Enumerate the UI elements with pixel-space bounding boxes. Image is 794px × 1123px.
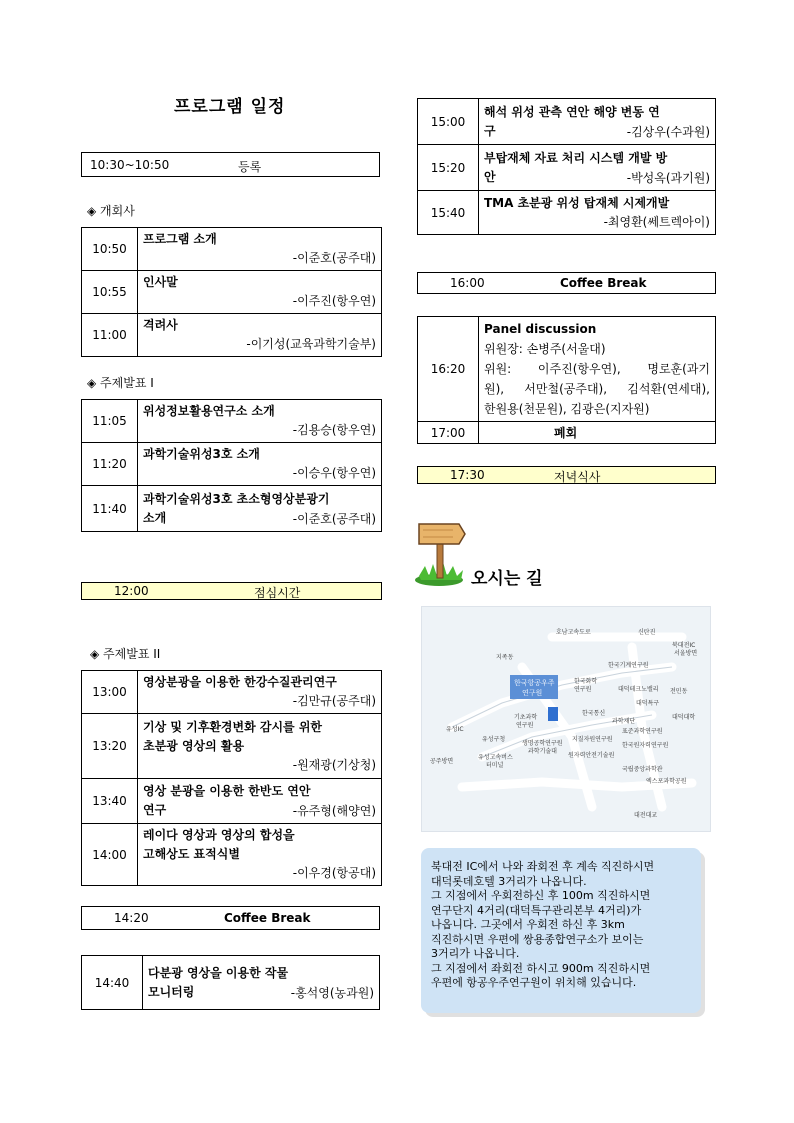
panel-table (417, 316, 716, 444)
row-title: 위성정보활용연구소 소개 (143, 404, 275, 418)
row-title-cont: 소개 (143, 510, 167, 525)
row-time: 10:55 (82, 271, 138, 314)
row-time: 13:40 (82, 779, 138, 824)
map-label: 서울방면 (674, 650, 698, 657)
row-title: TMA 초분광 위성 탑재체 시제개발 (484, 195, 670, 210)
row-content (138, 400, 382, 443)
panel-chair: 위원장: 손병주(서울대) (484, 342, 606, 356)
directions-line: 북대전 IC에서 나와 좌회전 후 계속 직진하시면 (431, 860, 655, 873)
row-title: 부탑재체 자료 처리 시스템 개발 방 (484, 150, 668, 165)
table-row (418, 422, 716, 444)
row-title: 격려사 (143, 318, 178, 332)
directions-line: 3거리가 나옵니다. (431, 947, 520, 960)
row-speaker: -홍석영(농과원) (290, 985, 374, 1000)
table-row (82, 824, 382, 886)
row-speaker: -최영환(쎄트렉아이) (603, 214, 710, 229)
lunch-row (81, 582, 382, 600)
coffee-time: 16:00 (450, 276, 485, 290)
map-label: 지족동 (496, 654, 514, 661)
row-title-cont: 안 (484, 169, 496, 184)
map-label: 기초과학 (514, 714, 538, 721)
row-speaker: -김만규(공주대) (292, 694, 376, 708)
row-speaker: -이승우(항우연) (292, 466, 376, 480)
panel-title: Panel discussion (484, 322, 597, 336)
map-label: 과학재단 (612, 718, 636, 725)
directions-line: 연구단지 4거리(대덕특구관리본부 4거리)가 (431, 903, 642, 917)
row-title: 영상분광을 이용한 한강수질관리연구 (143, 675, 337, 689)
session1-table (81, 399, 382, 532)
closing-label: 폐회 (479, 422, 716, 444)
location-map (421, 606, 711, 832)
map-label: 연구원 (574, 686, 592, 693)
row-time: 15:20 (418, 145, 479, 191)
row-title-cont: 고해상도 표적식별 (143, 847, 240, 861)
row-content (138, 271, 382, 314)
directions-line: 그 지점에서 우회전하신 후 100m 직진하시면 (431, 889, 651, 902)
row-time: 13:20 (82, 714, 138, 779)
row-content (479, 191, 716, 235)
row-content (479, 317, 716, 422)
dinner-time: 17:30 (450, 468, 485, 482)
row-title: 다분광 영상을 이용한 작물 (148, 965, 289, 980)
table-row (82, 443, 382, 486)
map-label: 유성구청 (482, 736, 506, 743)
row-speaker: -이우경(항공대) (292, 866, 376, 880)
row-title: 해석 위성 관측 연안 해양 변동 연 (484, 104, 660, 119)
map-label: 생명공학연구원 (522, 740, 563, 747)
table-row (82, 271, 382, 314)
map-label: 표준과학연구원 (622, 728, 663, 735)
directions-box (421, 848, 701, 1013)
row-time: 15:40 (418, 191, 479, 235)
map-label: 호남고속도로 (556, 629, 591, 636)
coffee-label: Coffee Break (224, 911, 311, 925)
map-label: 터미널 (486, 762, 504, 769)
coffee-time: 14:20 (114, 911, 149, 925)
row-content (479, 99, 716, 145)
directions-line: 그 지점에서 좌회전 하시고 900m 직진하시면 (431, 961, 651, 975)
table-row (82, 486, 382, 532)
opening-table (81, 227, 382, 357)
row-speaker: -김용승(항우연) (292, 423, 376, 437)
row-title-cont: 구 (484, 123, 496, 138)
row-title: 인사말 (143, 275, 178, 289)
panel-members-cont: 원), 서만철(공주대), 김석환(연세대), (484, 382, 710, 396)
row-title: 과학기술위성3호 소개 (143, 447, 260, 461)
row-content (138, 228, 382, 271)
row-time: 14:40 (82, 956, 143, 1010)
row-title-cont: 초분광 영상의 활용 (143, 738, 245, 753)
table-row (82, 714, 382, 779)
row-speaker: -이주진(항우연) (292, 294, 376, 308)
row-title: 프로그램 소개 (143, 232, 217, 246)
row-content (138, 314, 382, 357)
map-label: 과학기술대 (528, 748, 557, 755)
directions-title: 오시는 길 (471, 569, 543, 589)
table-row (82, 779, 382, 824)
row-time: 11:05 (82, 400, 138, 443)
coffee-label: Coffee Break (560, 276, 647, 290)
map-label: 한국기계연구원 (608, 662, 649, 669)
map-label: 대덕특구 (636, 700, 660, 707)
session1-heading: ◈ 주제발표 I (87, 376, 154, 390)
table-row (82, 228, 382, 271)
coffee-break-row-2 (417, 272, 716, 294)
row-title: 레이다 영상과 영상의 합성을 (143, 828, 295, 842)
table-row (82, 400, 382, 443)
opening-heading: ◈ 개회사 (87, 204, 135, 218)
map-label: 국립중앙과학관 (622, 766, 663, 773)
table-row (418, 99, 716, 145)
row-speaker: -김상우(수과원) (626, 124, 710, 139)
directions-line: 대덕롯데호텔 3거리가 나옵니다. (431, 874, 587, 888)
row-time: 11:20 (82, 443, 138, 486)
map-label: 원자력안전기술원 (568, 752, 615, 759)
row-speaker: -이준호(공주대) (292, 251, 376, 265)
row-time: 13:00 (82, 671, 138, 714)
directions-line: 우편에 항공우주연구원이 위치해 있습니다. (431, 976, 637, 989)
map-label: 엑스포과학공원 (646, 778, 687, 785)
coffee-break-row (81, 906, 380, 930)
session2-heading: ◈ 주제발표 II (90, 647, 161, 661)
row-content (138, 779, 382, 824)
row-title: 과학기술위성3호 초소형영상분광기 (143, 491, 330, 506)
table-row (418, 191, 716, 235)
map-label: 대덕대학 (672, 714, 696, 721)
dinner-label: 저녁식사 (554, 470, 601, 484)
panel-members: 위원: 이주진(항우연), 명로훈(과기 (484, 362, 710, 376)
lunch-label: 점심시간 (254, 586, 301, 600)
row-time: 14:00 (82, 824, 138, 886)
session2-table (81, 670, 382, 886)
row-speaker: -박성옥(과기원) (626, 170, 710, 185)
row-speaker: -이준호(공주대) (292, 511, 376, 526)
table-row (82, 314, 382, 357)
row-time: 17:00 (418, 422, 479, 444)
row-time: 15:00 (418, 99, 479, 145)
row-content (479, 145, 716, 191)
map-label: 한국항공우주 (514, 679, 555, 687)
table-row (418, 145, 716, 191)
dinner-row (417, 466, 716, 484)
row-time: 11:00 (82, 314, 138, 357)
row-content (138, 443, 382, 486)
map-label: 한국화학 (574, 678, 598, 685)
row-title: 영상 분광을 이용한 한반도 연안 (143, 784, 311, 798)
map-label: 북대전IC (672, 642, 696, 649)
row-time: 16:20 (418, 317, 479, 422)
session3-table (81, 955, 380, 1010)
registration-label: 등록 (238, 160, 262, 174)
map-label: 대전대교 (634, 812, 658, 819)
row-time: 10:50 (82, 228, 138, 271)
row-title: 기상 및 기후환경변화 감시를 위한 (143, 719, 323, 734)
row-title-cont: 연구 (143, 803, 167, 817)
row-content (138, 486, 382, 532)
signpost-icon (413, 516, 469, 588)
map-label: 유성고속버스 (478, 754, 513, 761)
lunch-time: 12:00 (114, 584, 149, 598)
map-label: 한국원자력연구원 (622, 742, 669, 749)
map-label: 전민동 (670, 688, 688, 695)
row-content (143, 956, 380, 1010)
table-row (418, 317, 716, 422)
map-label: 대덕테크노밸리 (618, 686, 659, 693)
table-row (82, 671, 382, 714)
map-label: 유성IC (446, 726, 464, 733)
row-content (138, 671, 382, 714)
panel-members-cont2: 한원용(천문원), 김광은(지자원) (484, 402, 650, 416)
directions-line: 직진하시면 우편에 쌍용종합연구소가 보이는 (431, 932, 644, 946)
map-label: 연구원 (516, 722, 534, 729)
row-content (138, 714, 382, 779)
row-speaker: -원재광(기상청) (292, 757, 376, 772)
map-label: 연구원 (522, 689, 543, 697)
table-row (82, 956, 380, 1010)
map-label: 지질자원연구원 (572, 736, 613, 743)
row-content (138, 824, 382, 886)
map-label: 공주방면 (430, 758, 454, 765)
row-time: 11:40 (82, 486, 138, 532)
directions-line: 나옵니다. 그곳에서 우회전 하신 후 3km (431, 918, 625, 931)
row-title-cont: 모니터링 (148, 984, 195, 999)
map-label: 신탄진 (638, 629, 656, 636)
map-label: 한국통신 (582, 710, 606, 717)
row-speaker: -이기성(교육과학기술부) (246, 337, 376, 351)
right-table (417, 98, 716, 235)
page-title: 프로그램 일정 (174, 97, 286, 117)
registration-time: 10:30~10:50 (90, 158, 170, 172)
registration-row (81, 152, 380, 177)
row-speaker: -유주형(해양연) (292, 804, 376, 818)
